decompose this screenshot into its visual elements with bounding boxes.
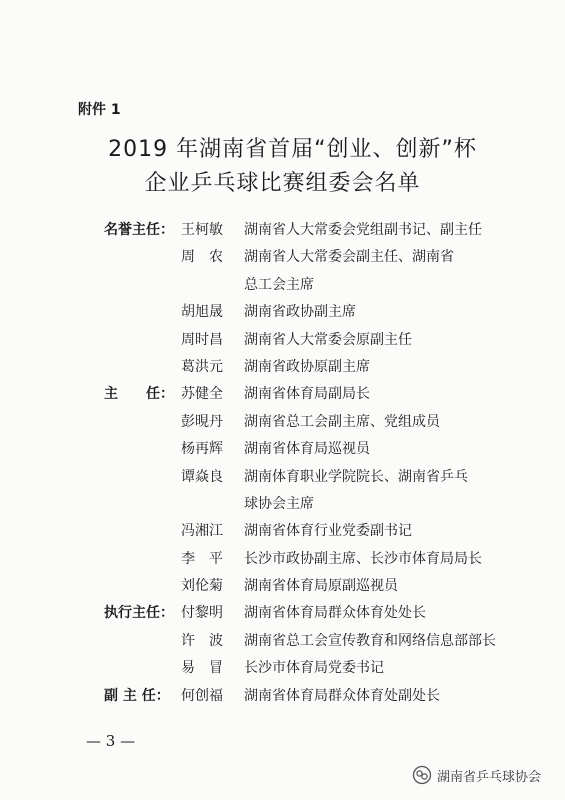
- member-name: 李 平: [181, 550, 223, 567]
- document-title-line1: 2019 年湖南省首届“创业、创新”杯: [108, 137, 477, 162]
- member-position: 湖南省体育局副局长: [244, 386, 370, 403]
- member-name: 胡旭晟: [181, 304, 223, 321]
- member-name: 刘伦菊: [181, 578, 223, 595]
- wechat-official-account-icon: [412, 765, 432, 785]
- member-name: 冯湘江: [181, 523, 223, 540]
- member-position: 湖南省体育局巡视员: [244, 441, 370, 458]
- member-position: 湖南省人大常委会党组副书记、副主任: [244, 222, 482, 238]
- attachment-label: 附件 1: [78, 102, 121, 118]
- member-name: 周 农: [181, 249, 223, 266]
- member-name: 易 冒: [181, 660, 223, 677]
- member-row: [0, 299, 565, 326]
- member-name: 周时昌: [181, 331, 223, 348]
- member-name: 葛洪元: [181, 358, 223, 375]
- member-position: 长沙市政协副主席、长沙市体育局局长: [244, 550, 482, 567]
- member-position: 湖南省政协副主席: [244, 304, 356, 321]
- member-position: 湖南省体育行业党委副书记: [244, 523, 412, 540]
- member-row: [0, 354, 565, 381]
- member-row: [0, 464, 565, 491]
- member-position: 湖南省总工会副主席、党组成员: [244, 413, 440, 430]
- member-name: 何创福: [181, 687, 223, 704]
- member-name: 王柯敏: [181, 222, 223, 238]
- member-position: 湖南省体育局原副巡视员: [244, 578, 398, 595]
- member-name: 彭晛丹: [181, 413, 223, 430]
- member-row: [0, 327, 565, 354]
- member-name: 许 波: [181, 632, 223, 649]
- member-position: 湖南省体育局群众体育处副处长: [244, 687, 440, 704]
- member-row: [0, 655, 565, 682]
- member-row: [0, 436, 565, 463]
- member-name: 杨再辉: [181, 441, 223, 458]
- source-watermark: [412, 764, 541, 786]
- member-role: 名誉主任：: [104, 222, 174, 238]
- member-row: [0, 409, 565, 436]
- watermark-text: 湖南省乒乓球协会: [437, 769, 542, 785]
- member-row: [0, 272, 565, 299]
- member-position: 湖南体育职业学院院长、湖南省乒乓: [244, 468, 468, 485]
- member-position: 湖南省人大常委会副主任、湖南省: [244, 249, 454, 266]
- member-position: 湖南省总工会宣传教育和网络信息部部长: [244, 632, 496, 649]
- member-position: 球协会主席: [244, 495, 314, 512]
- member-row: [0, 600, 565, 627]
- committee-member-list: [0, 217, 565, 710]
- page-number: — 3 —: [86, 732, 136, 750]
- member-row: [0, 683, 565, 710]
- member-row: [0, 244, 565, 271]
- member-name: 谭焱良: [181, 468, 223, 485]
- member-row: [0, 518, 565, 545]
- member-position: 湖南省人大常委会原副主任: [244, 331, 412, 348]
- member-name: 付黎明: [181, 605, 223, 622]
- member-row: [0, 491, 565, 518]
- member-position: 湖南省体育局群众体育处处长: [244, 605, 426, 622]
- member-position: 湖南省政协原副主席: [244, 358, 370, 375]
- document-title-line2: 企业乒乓球比赛组委会名单: [144, 171, 421, 196]
- member-row: [0, 546, 565, 573]
- member-row: [0, 217, 565, 244]
- member-row: [0, 628, 565, 655]
- member-role: 执行主任：: [104, 605, 174, 622]
- member-position: 长沙市体育局党委书记: [244, 660, 384, 677]
- member-position: 总工会主席: [244, 276, 314, 293]
- member-role: 主 任：: [104, 386, 174, 403]
- member-name: 苏健全: [181, 386, 223, 403]
- member-row: [0, 573, 565, 600]
- member-row: [0, 381, 565, 408]
- member-role: 副 主 任：: [104, 687, 170, 704]
